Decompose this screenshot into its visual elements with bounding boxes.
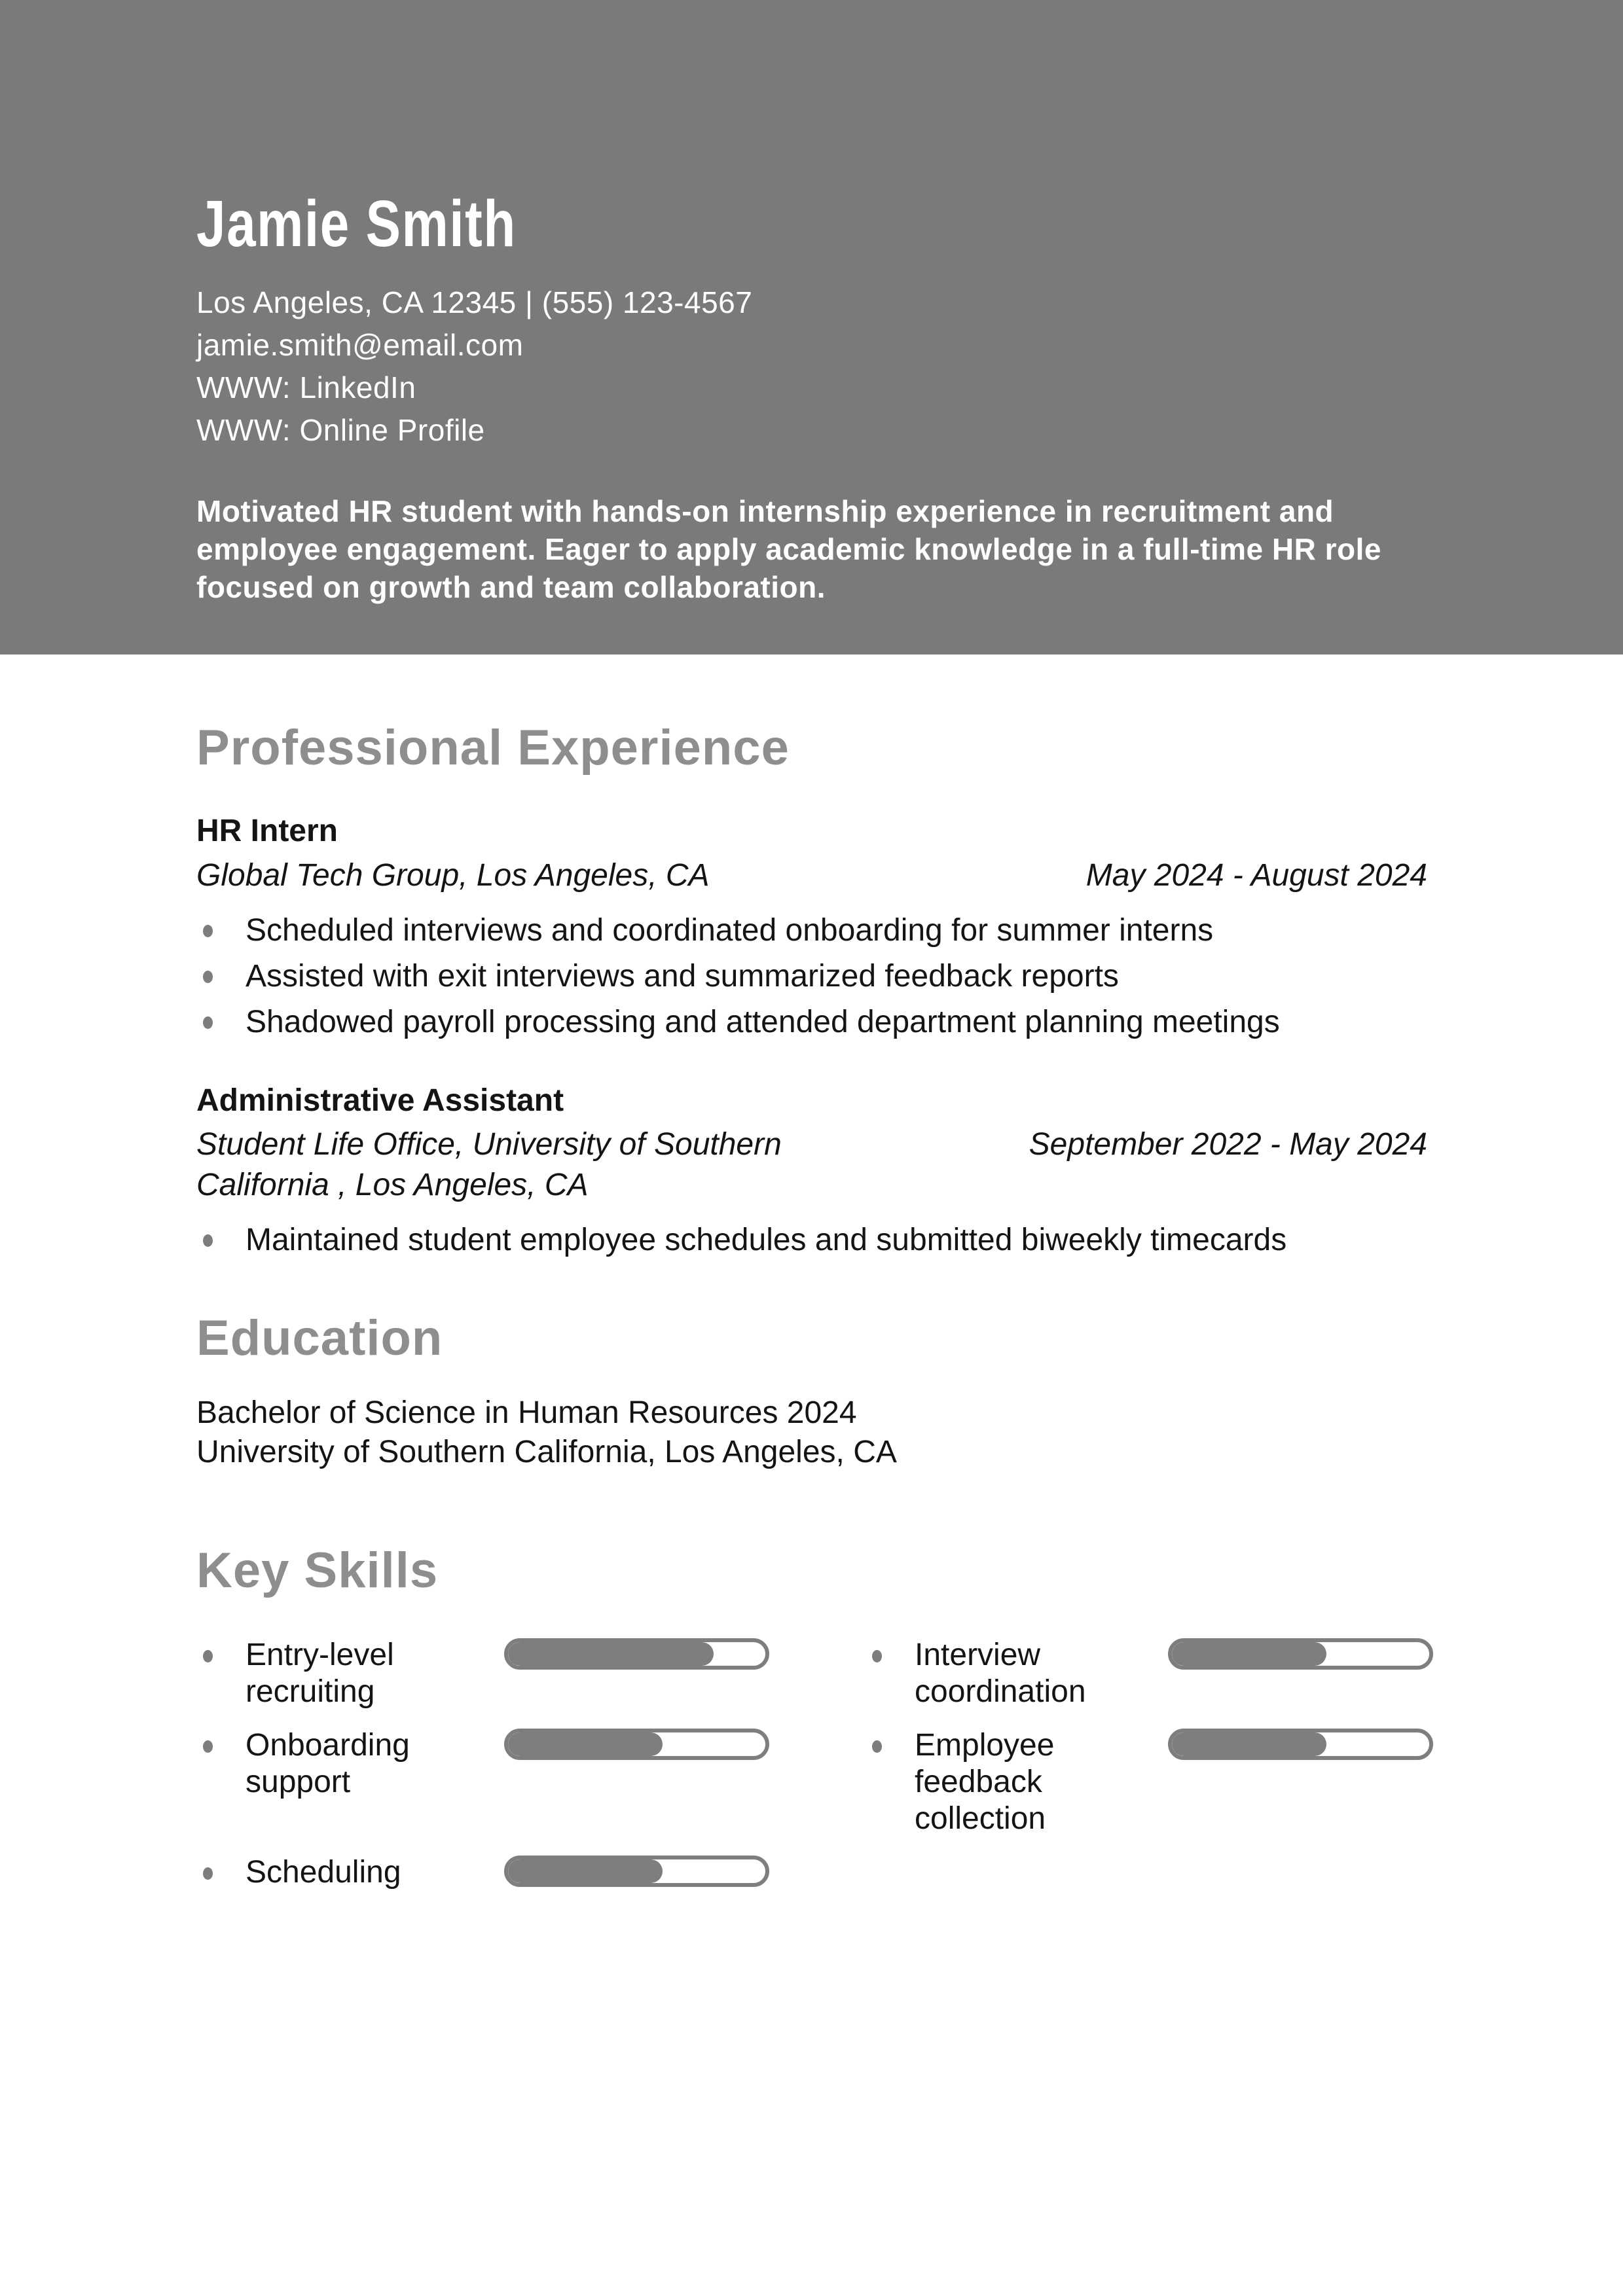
job-dates: May 2024 - August 2024 (1085, 857, 1427, 893)
job-bullet-list (196, 908, 1427, 1045)
bullet-dot-icon (872, 1650, 882, 1662)
education-degree: Bachelor of Science in Human Resources 2024 (196, 1395, 857, 1431)
job-bullet-text: Maintained student employee schedules and submitted biweekly timecards (246, 1223, 1287, 1258)
section-title-skills: Key Skills (196, 1543, 439, 1599)
job-dates: September 2022 - May 2024 (1029, 1127, 1427, 1162)
job-meta-row (196, 855, 1427, 896)
skill-progress-fill (508, 1642, 714, 1666)
bullet-dot-icon (872, 1740, 882, 1753)
skill-progress-bar (1168, 1729, 1433, 1760)
bullet-dot-icon (203, 1740, 213, 1753)
skill-progress-bar (504, 1729, 769, 1760)
job-meta-row (196, 1124, 1427, 1206)
job-company: Global Tech Group, Los Angeles, CA (196, 857, 710, 893)
skill-item-entry-level-recruiting (196, 1637, 769, 1710)
resume-body (0, 720, 1623, 1891)
job-entry-admin-assistant (196, 1082, 1427, 1264)
job-bullet (196, 1217, 1427, 1263)
bullet-dot-icon (203, 1650, 213, 1662)
summary-text: Motivated HR student with hands-on internship experience in recruitment and employee engagement. Eager to apply academic knowledge in a full-time HR role focused on growth and team collaboration. (196, 494, 1381, 604)
bullet-dot-icon (203, 1867, 213, 1880)
skill-label: Entry-level recruiting (246, 1637, 394, 1709)
job-company: Student Life Office, University of Southern California , Los Angeles, CA (196, 1127, 782, 1203)
skill-item-onboarding-support (196, 1727, 769, 1837)
bullet-dot-icon (203, 971, 213, 983)
job-bullet (196, 908, 1427, 954)
skill-progress-fill (508, 1859, 663, 1883)
section-title-education: Education (196, 1310, 443, 1367)
contact-block (196, 281, 1427, 452)
job-bullet (196, 954, 1427, 999)
skill-progress-bar (504, 1638, 769, 1670)
skill-item-interview-coordination (866, 1637, 1433, 1710)
skill-progress-fill (1172, 1732, 1326, 1756)
skill-progress-bar (504, 1856, 769, 1887)
candidate-name: Jamie Smith (196, 187, 517, 260)
contact-email: jamie.smith@email.com (196, 328, 524, 362)
job-role: HR Intern (196, 814, 338, 849)
skill-item-employee-feedback-collection (866, 1727, 1433, 1837)
skills-grid (196, 1637, 1427, 1891)
job-bullet-text: Scheduled interviews and coordinated onboarding for summer interns (246, 912, 1214, 948)
bullet-dot-icon (203, 1234, 213, 1247)
contact-location-phone: Los Angeles, CA 12345 | (555) 123-4567 (196, 285, 753, 319)
skill-progress-fill (1172, 1642, 1326, 1666)
job-bullet-text: Shadowed payroll processing and attended department planning meetings (246, 1004, 1280, 1039)
contact-online-profile: WWW: Online Profile (196, 413, 485, 447)
job-bullet-text: Assisted with exit interviews and summarized feedback reports (246, 958, 1119, 994)
section-title-experience: Professional Experience (196, 720, 790, 776)
education-block (196, 1393, 1427, 1472)
skill-label: Employee feedback collection (915, 1727, 1055, 1836)
job-bullet (196, 999, 1427, 1045)
skill-label: Onboarding support (246, 1727, 410, 1799)
job-entry-hr-intern (196, 812, 1427, 1045)
resume-header (0, 0, 1623, 655)
skill-item-scheduling (196, 1854, 769, 1891)
skill-progress-bar (1168, 1638, 1433, 1670)
education-school: University of Southern California, Los Angeles, CA (196, 1435, 897, 1470)
contact-linkedin: WWW: LinkedIn (196, 370, 416, 404)
skill-label: Interview coordination (915, 1637, 1086, 1709)
skill-label: Scheduling (246, 1854, 401, 1890)
bullet-dot-icon (203, 1016, 213, 1029)
bullet-dot-icon (203, 925, 213, 937)
skill-progress-fill (508, 1732, 663, 1756)
job-role: Administrative Assistant (196, 1083, 564, 1118)
job-bullet-list (196, 1217, 1427, 1263)
